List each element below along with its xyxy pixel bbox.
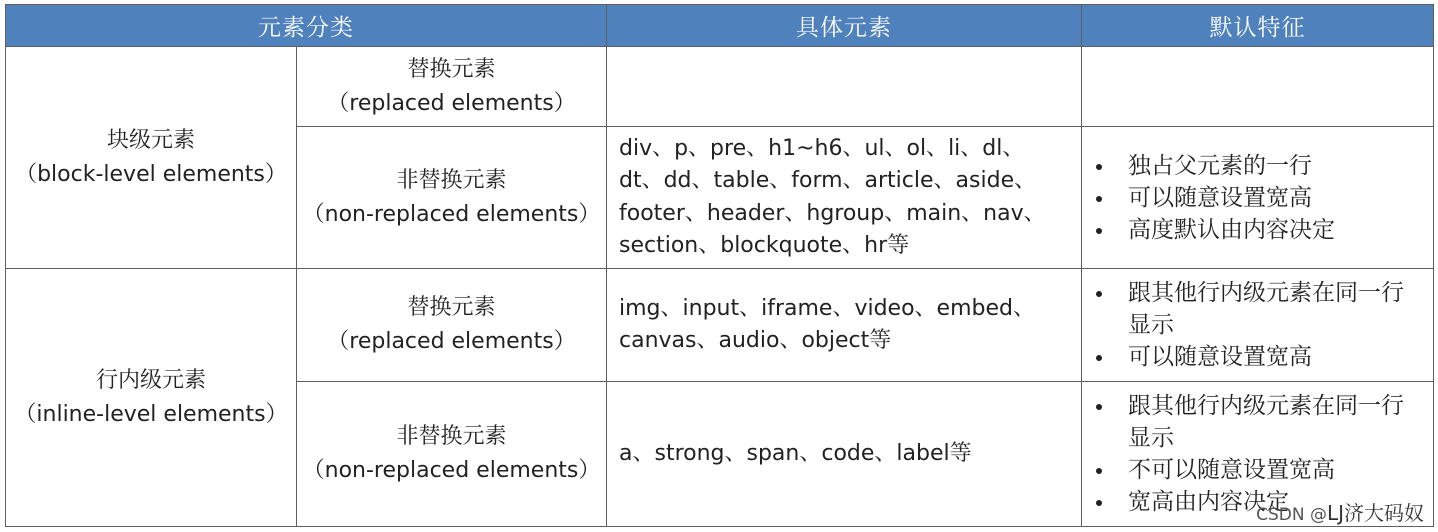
feature-item: 宽高由内容决定 [1092,486,1433,518]
block-nonreplaced-label-zh: 非替换元素 [396,167,507,193]
inline-replaced-label-en: （replaced elements） [327,329,576,354]
block-nonreplaced-features [1082,127,1434,269]
block-replaced-label-en: （replaced elements） [327,90,576,116]
block-nonreplaced-label-en: （non-replaced elements） [302,201,601,227]
block-category-en: （block-level elements） [15,161,287,187]
header-features: 默认特征 [1082,5,1434,47]
header-category: 元素分类 [6,5,607,47]
feature-item: 跟其他行内级元素在同一行显示 [1092,390,1433,454]
inline-replaced-label-zh: 替换元素 [407,295,496,320]
block-replaced-features [1082,47,1434,127]
block-replaced-label [297,47,607,127]
feature-item: 跟其他行内级元素在同一行显示 [1092,277,1433,341]
element-line: canvas、audio、object等 [619,328,892,353]
watermark-prefix: CSDN @ [1256,505,1327,525]
feature-item: 高度默认由内容决定 [1092,214,1433,246]
inline-replaced-features [1082,269,1434,382]
block-nonreplaced-label [297,127,607,269]
inline-replaced-row [6,269,1434,382]
feature-item: 可以随意设置宽高 [1092,182,1433,214]
feature-item: 独占父元素的一行 [1092,150,1433,182]
block-category-zh: 块级元素 [106,127,195,153]
inline-category-en: （inline-level elements） [14,401,288,427]
feature-item: 不可以随意设置宽高 [1092,454,1433,486]
watermark-author: LJ济大码奴 [1326,501,1424,525]
header-elements: 具体元素 [607,5,1082,47]
feature-list [1092,277,1433,373]
inline-nonreplaced-label [297,382,607,527]
element-line: footer、header、hgroup、main、nav、 [619,200,1046,226]
element-line: section、blockquote、hr等 [619,233,910,258]
inline-nonreplaced-label-zh: 非替换元素 [396,424,507,449]
csdn-watermark [1256,497,1424,526]
inline-replaced-elements [607,269,1082,382]
block-replaced-label-zh: 替换元素 [407,56,496,82]
header-row [6,5,1434,47]
inline-replaced-label [297,269,607,382]
element-line: dt、dd、table、form、article、aside、 [619,168,1037,193]
element-line: img、input、iframe、video、embed、 [619,295,1035,321]
block-nonreplaced-elements [607,127,1082,269]
inline-category-zh: 行内级元素 [95,367,206,393]
feature-list [1092,150,1433,246]
block-replaced-elements [607,47,1082,127]
feature-item: 可以随意设置宽高 [1092,341,1433,373]
element-classification-table [5,4,1434,527]
block-replaced-row [6,47,1434,127]
inline-category-cell [6,269,297,527]
inline-nonreplaced-label-en: （non-replaced elements） [302,458,601,483]
inline-nonreplaced-elements [607,382,1082,527]
element-line: div、p、pre、h1~h6、ul、ol、li、dl、 [619,135,1025,161]
block-category-cell [6,47,297,269]
element-line: a、strong、span、code、label等 [619,440,972,466]
